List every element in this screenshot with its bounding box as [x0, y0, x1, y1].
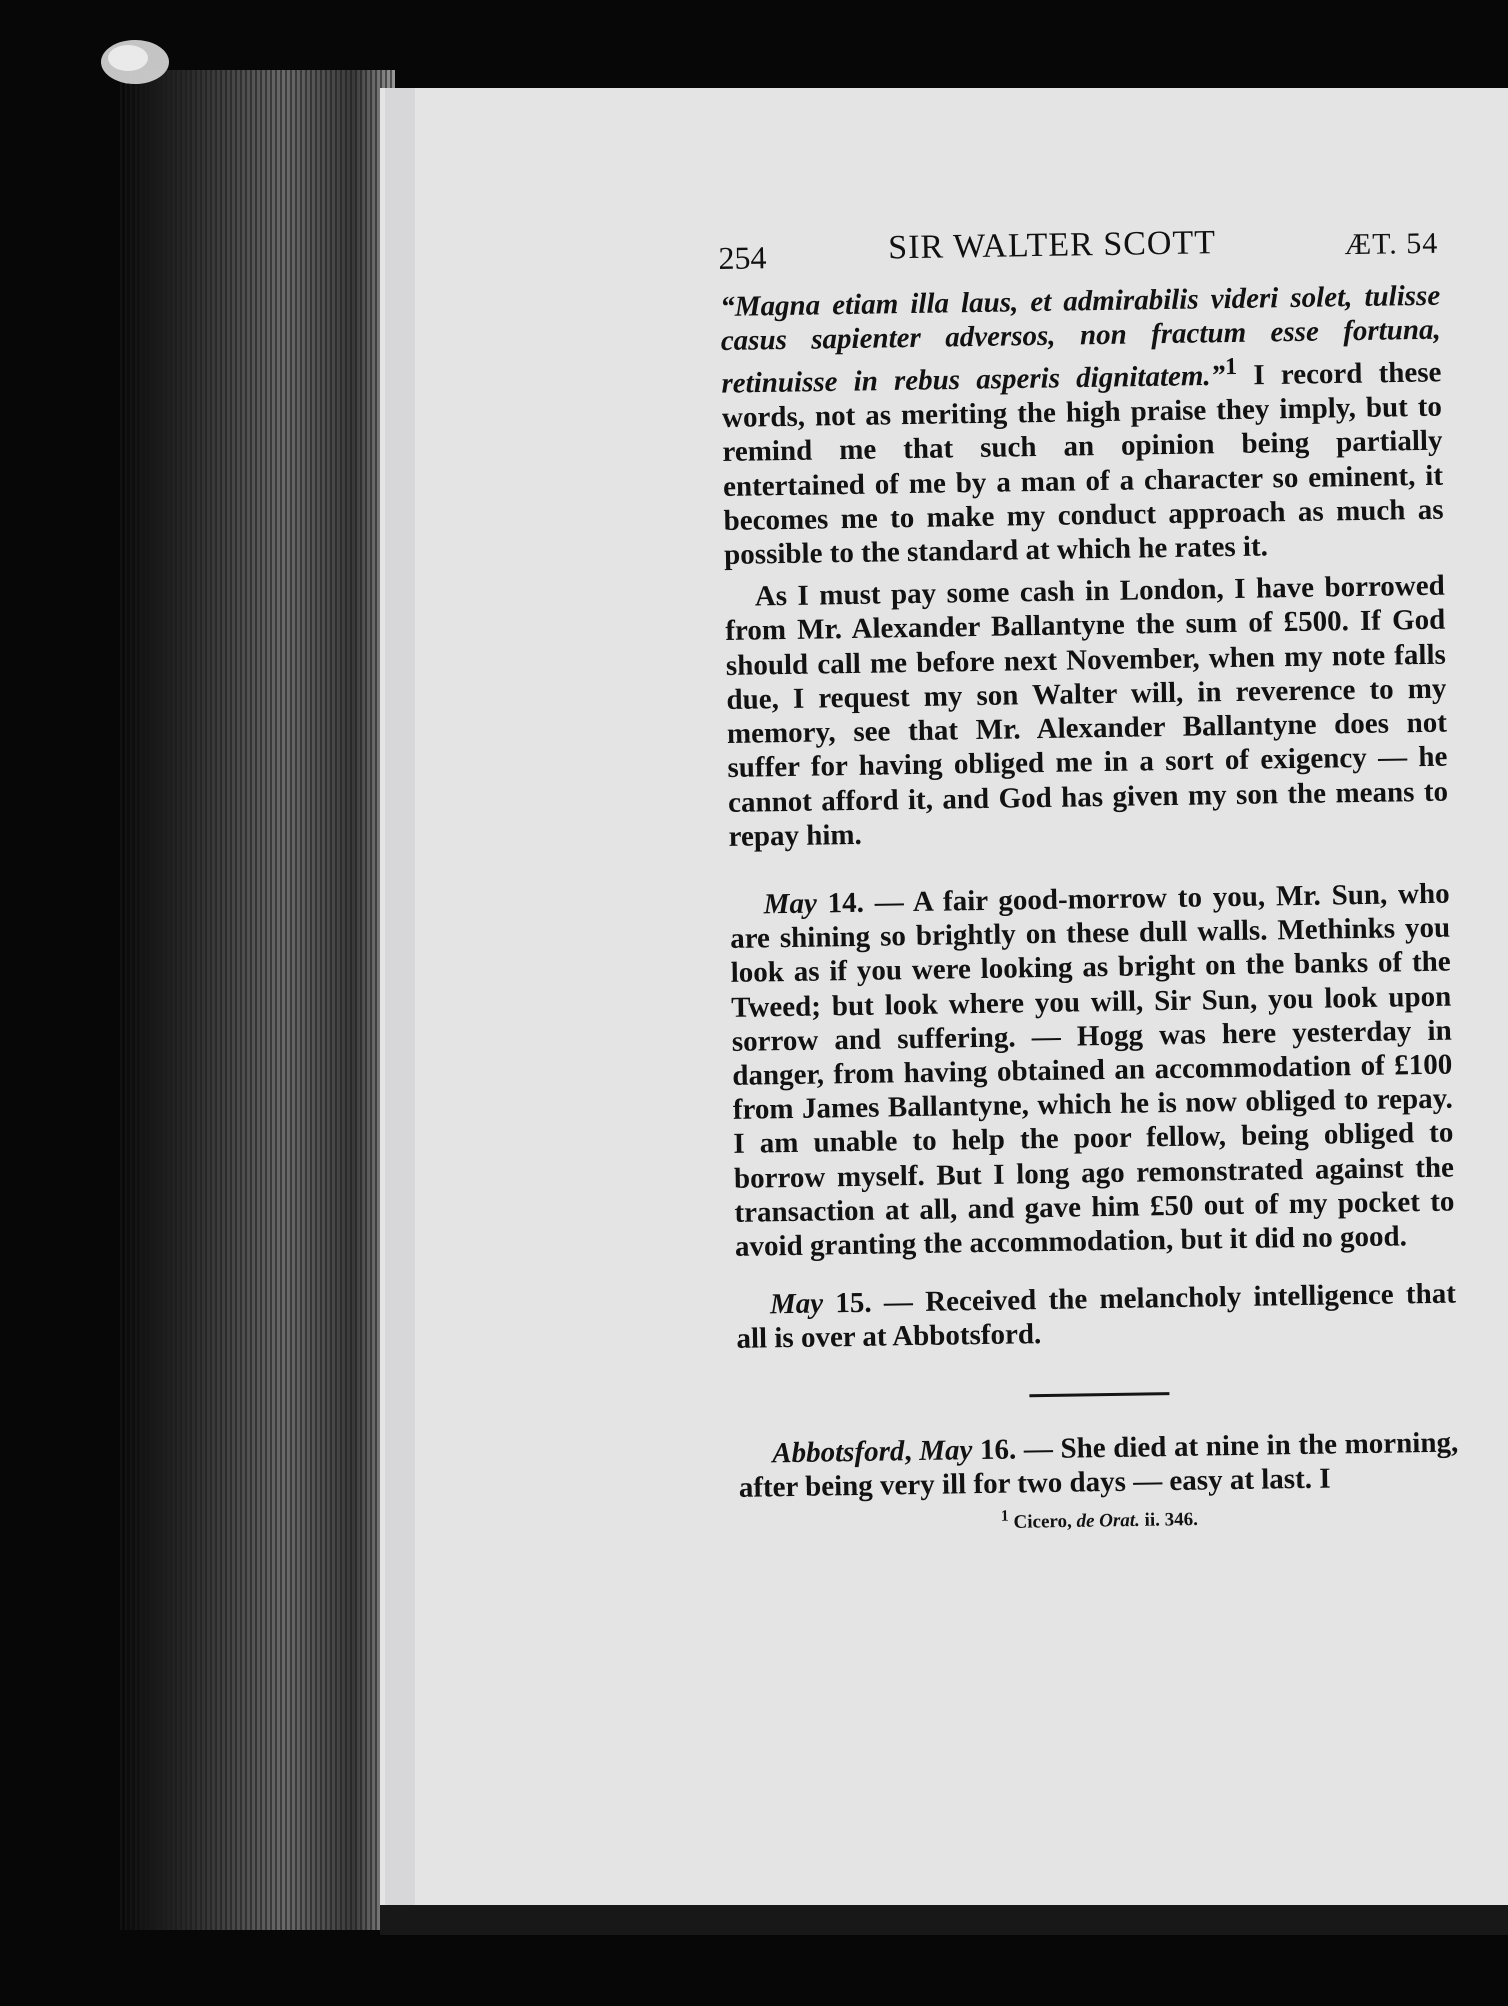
footnote-reference: 1: [1224, 353, 1238, 381]
age-marker: ÆT. 54: [1344, 226, 1439, 262]
paragraph-text: I record these words, not as meriting the high praise they imply, but to remind me that such an opinion being partially entertained of me by a man of a character so eminent, it becomes me to make my conduct approach as much as possible to the standard at which he rates it.: [721, 356, 1444, 572]
entry-day: 16. —: [972, 1432, 1061, 1466]
journal-entry-may-15: [736, 1277, 1457, 1357]
entry-comma: ,: [904, 1434, 920, 1467]
entry-place: Abbotsford: [772, 1434, 905, 1469]
footnote-work: de Orat.: [1076, 1509, 1140, 1532]
entry-date: May: [763, 887, 818, 921]
journal-entry-may-14: [729, 877, 1455, 1264]
entry-day: 14. —: [816, 885, 914, 920]
page-number: 254: [718, 239, 767, 276]
footnote-author: Cicero,: [1008, 1510, 1077, 1533]
paragraph-loan: As I must pay some cash in London, I have borrowed from Mr. Alexander Ballantyne the sum of £500. If God should call me before next November, when my note falls due, I request my son Walter will, in reverence to my memory, see that Mr. Alexander Ballantyne does not suffer for having obliged me in a sort of exigency — he cannot afford it, and God has given my son the means to repay him.: [725, 569, 1449, 853]
entry-day: 15. —: [822, 1286, 926, 1320]
entry-text: She died at nine in the morning, after being very ill for two days — easy at last. I: [738, 1426, 1459, 1504]
entry-text: A fair good-morrow to you, Mr. Sun, who are shining so brightly on these dull walls. Methinks you look as if you were looking as bright on the banks of the Tweed; but look where you will, Sir Sun, you look upon sorrow and suffering. — Hogg was here yesterday in danger, from having obtained an accommodation of £100 from James Ballantyne, which he is now obliged to repay. I am unable to help the poor fellow, being obliged to borrow myself. But I long ago remonstrated against the transaction at all, and gave him £50 out of my pocket to avoid granting the accommodation, but it did no good.: [729, 877, 1455, 1263]
section-divider: [737, 1345, 1458, 1412]
running-title: SIR WALTER SCOTT: [887, 224, 1217, 267]
footnote-mark: 1: [1000, 1507, 1009, 1525]
paragraph-quote: [720, 279, 1444, 573]
body-text: [720, 279, 1460, 1541]
entry-text: Received the melancholy intelligence that all is over at Abbotsford.: [736, 1277, 1457, 1356]
journal-entry-may-16: [738, 1425, 1459, 1505]
latin-quote: “Magna etiam illa laus, et admirabilis videri solet, tulisse casus sapienter adversos, non fractum esse fortuna, retinuisse in rebus asperis dignitatem.”: [720, 279, 1441, 401]
divider-rule: [1029, 1392, 1169, 1397]
footnote-ref: ii. 346.: [1139, 1508, 1199, 1531]
entry-date: May: [919, 1433, 973, 1467]
entry-date: May: [769, 1287, 824, 1321]
